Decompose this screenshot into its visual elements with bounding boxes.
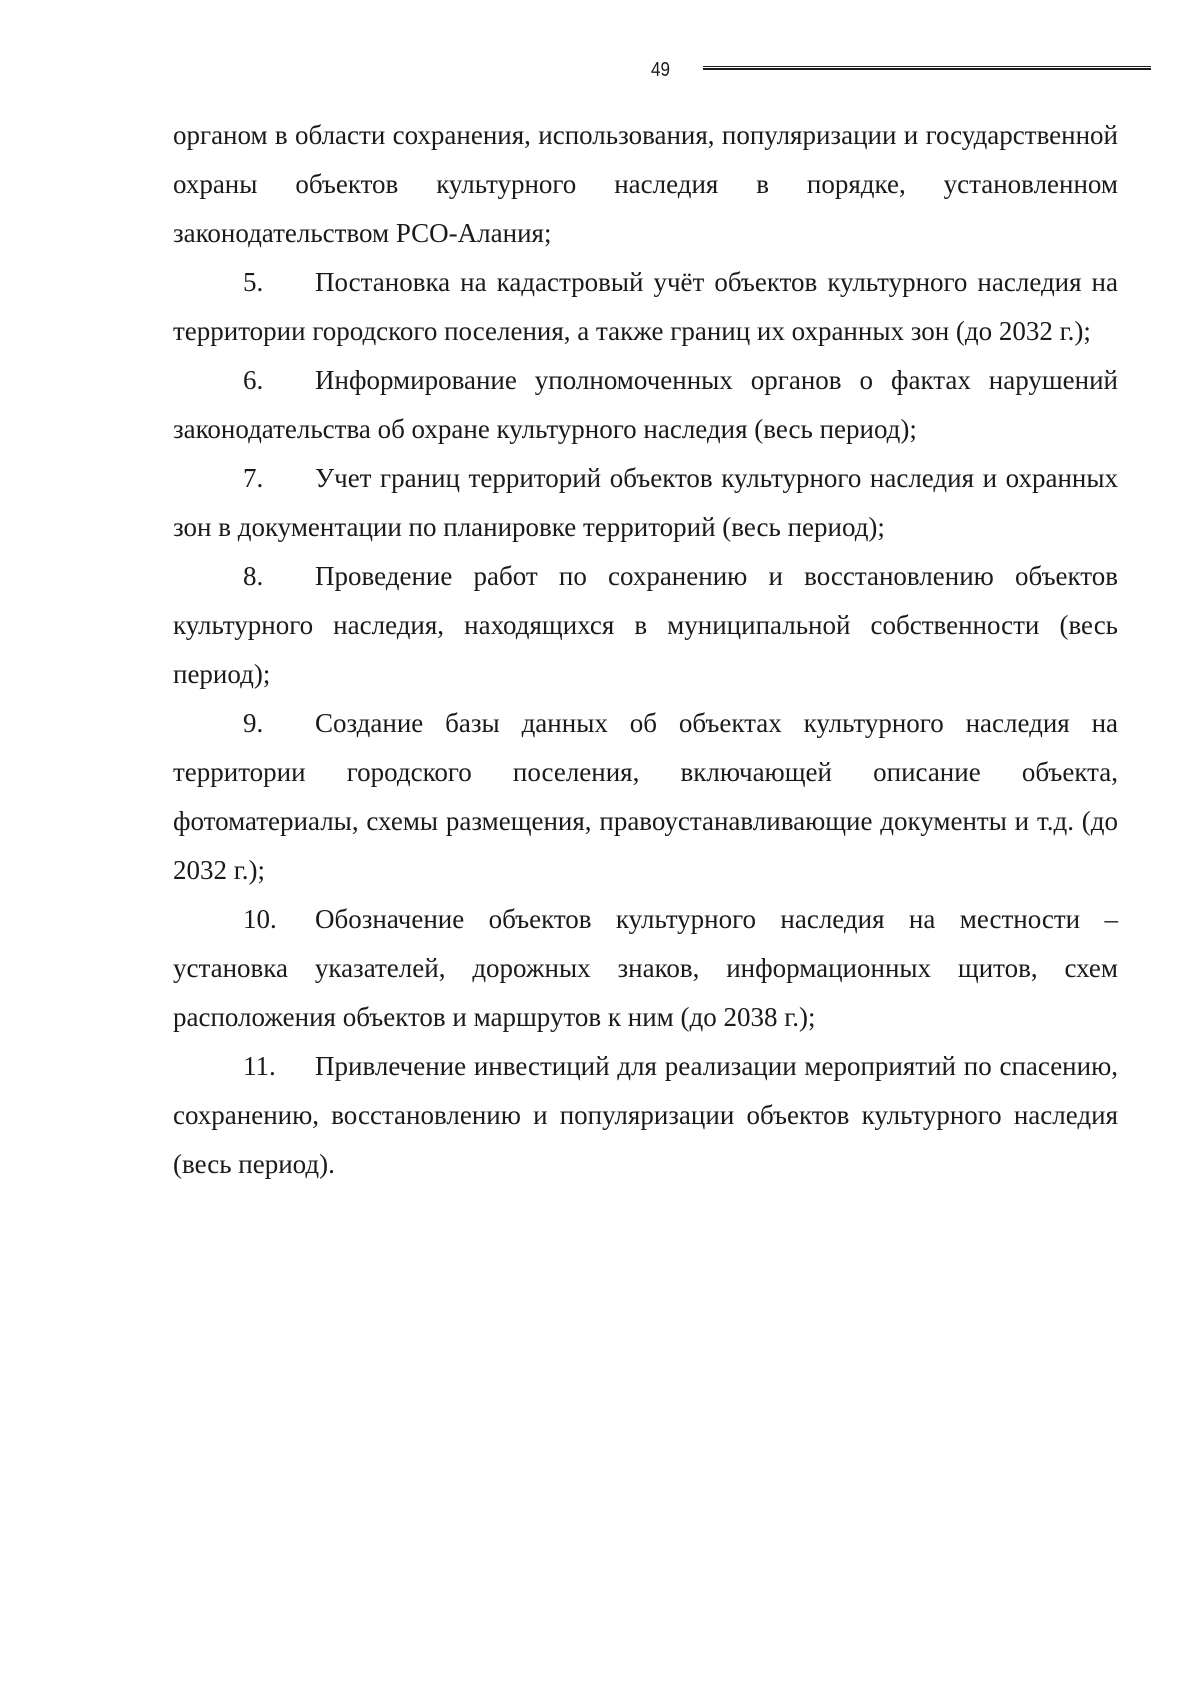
list-item <box>173 356 1118 454</box>
list-item-number: 11. <box>243 1051 276 1081</box>
page-number: 49 <box>651 59 670 81</box>
list-item-number: 10. <box>243 904 277 934</box>
list-item-number: 6. <box>243 365 264 395</box>
list-item-text: Привлечение инвестиций для реализации мероприятий по спасению, сохранению, восстановлению и популяризации объектов культурного наследия (весь период). <box>173 1051 1118 1179</box>
list-item <box>173 699 1118 895</box>
continuation-paragraph: органом в области сохранения, использования, популяризации и государственной охраны объектов культурного наследия в порядке, установленном законодательством РСО-Алания; <box>173 120 1118 248</box>
list-item <box>173 1042 1118 1189</box>
list-item <box>173 258 1118 356</box>
list-item-text: Обозначение объектов культурного наследия на местности – установка указателей, дорожных знаков, информационных щитов, схем расположения объектов и маршрутов к ним (до 2038 г.); <box>173 904 1118 1032</box>
document-body <box>173 111 1118 1189</box>
list-item <box>173 454 1118 552</box>
list-item-text: Проведение работ по сохранению и восстановлению объектов культурного наследия, находящихся в муниципальной собственности (весь период); <box>173 561 1118 689</box>
list-item-text: Учет границ территорий объектов культурного наследия и охранных зон в документации по планировке территорий (весь период); <box>173 463 1118 542</box>
list-item-text: Информирование уполномоченных органов о фактах нарушений законодательства об охране культурного наследия (весь период); <box>173 365 1118 444</box>
page-header <box>0 54 1200 84</box>
list-item <box>173 552 1118 699</box>
list-item-text: Создание базы данных об объектах культурного наследия на территории городского поселения, включающей описание объекта, фотоматериалы, схемы размещения, правоустанавливающие документы и т.д. (до 2032 г.); <box>173 708 1118 885</box>
list-item-number: 5. <box>243 267 264 297</box>
header-rule <box>703 66 1151 70</box>
list-item-text: Постановка на кадастровый учёт объектов культурного наследия на территории городского поселения, а также границ их охранных зон (до 2032 г.); <box>173 267 1118 346</box>
list-item-number: 8. <box>243 561 264 591</box>
list-item <box>173 895 1118 1042</box>
list-item-number: 7. <box>243 463 264 493</box>
list-item-number: 9. <box>243 708 264 738</box>
